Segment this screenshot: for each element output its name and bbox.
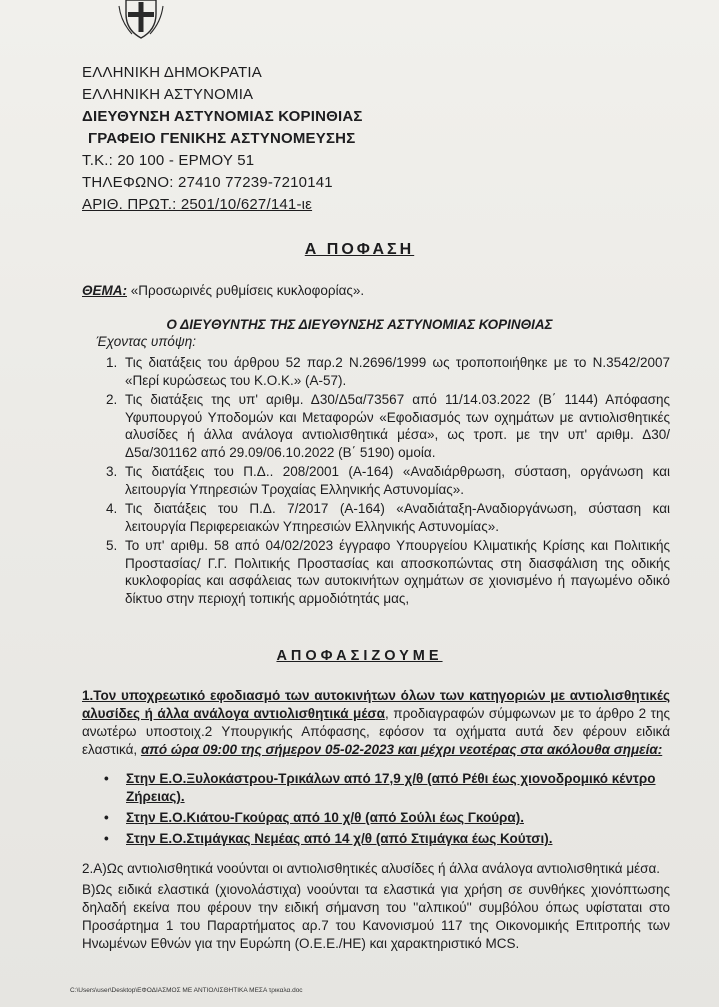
list-item <box>100 770 670 806</box>
bullet-icon: • <box>104 810 109 825</box>
director-heading: Ο ΔΙΕΥΘΥΝΤΗΣ ΤΗΣ ΔΙΕΥΘΥΝΣΗΣ ΑΣΤΥΝΟΜΙΑΣ ΚΟΡΙΝΘΙΑΣ <box>166 317 553 332</box>
list-item <box>100 830 670 848</box>
list-item <box>100 463 670 498</box>
item-number: 4. <box>106 501 118 516</box>
item-text: Τις διατάξεις του άρθρου 52 παρ.2 Ν.2696/1999 ως τροποποιήθηκε με το Ν.3542/2007 «Περί κυρώσεως του Κ.Ο.Κ.» (Α-57). <box>125 355 670 388</box>
subject-label: ΘΕΜΑ: <box>82 283 127 298</box>
effective-time: από ώρα 09:00 της σήμερον 05-02-2023 και μέχρι νεοτέρας στα ακόλουθα σημεία: <box>140 742 663 757</box>
considerations-list <box>100 354 670 609</box>
subject-line <box>82 283 364 298</box>
decision-paragraph-2 <box>82 860 670 956</box>
item-text: Τις διατάξεις του Π.Δ. 7/2017 (Α-164) «Αναδιάταξη-Αναδιοργάνωση, σύσταση και λειτουργία Περιφερειακών Υπηρεσιών Ελληνικής Αστυνομίας». <box>125 501 670 534</box>
we-decide-heading: ΑΠΟΦΑΣΙΖΟΥΜΕ <box>276 648 443 664</box>
item-number: 2. <box>106 392 118 407</box>
header-line-phone: ΤΗΛΕΦΩΝΟ: 27410 77239-7210141 <box>82 174 333 191</box>
item-text: Τις διατάξεις του Π.Δ.. 208/2001 (Α-164) «Αναδιάρθρωση, σύσταση, οργάνωση και λειτουργία Υπηρεσιών Τροχαίας Ελληνικής Αστυνομίας». <box>125 464 670 497</box>
list-item <box>100 500 670 535</box>
header-line-republic: ΕΛΛΗΝΙΚΗ ΔΗΜΟΚΡΑΤΙΑ <box>82 64 262 81</box>
header-line-office: ΓΡΑΦΕΙΟ ΓΕΝΙΚΗΣ ΑΣΤΥΝΟΜΕΥΣΗΣ <box>88 130 356 147</box>
list-item <box>100 809 670 827</box>
header-line-police: ΕΛΛΗΝΙΚΗ ΑΣΤΥΝΟΜΙΑ <box>82 86 254 103</box>
item-number: 5. <box>106 538 118 553</box>
header-line-protocol-number: ΑΡΙΘ. ΠΡΩΤ.: 2501/10/627/141-ιε <box>82 196 313 213</box>
road-sections-list <box>100 770 670 851</box>
bullet-icon: • <box>104 831 109 846</box>
considering-label: Έχοντας υπόψη: <box>96 334 196 349</box>
issuer-header <box>82 62 363 216</box>
list-item <box>100 537 670 607</box>
definition-antiskid: 2.Α)Ως αντιολισθητικά νοούνται οι αντιολισθητικές αλυσίδες ή άλλα ανάλογα αντιολισθητικά μέσα. <box>82 861 661 876</box>
road-section-text: Στην Ε.Ο.Ξυλοκάστρου-Τρικάλων από 17,9 χ/θ (από Ρέθι έως χιονοδρομικό κέντρο Ζήρειας). <box>126 771 656 804</box>
item-text: Το υπ' αριθμ. 58 από 04/02/2023 έγγραφο Υπουργείου Κλιματικής Κρίσης και Πολιτικής Προστασίας/ Γ.Γ. Πολιτικής Προστασίας και αποσκοπώντας στη διασφάλιση της οδικής κυκλοφορίας και ασφάλειας των αυτοκινήτων οχημάτων σε χιονισμένο ή παγωμένο οδικό δίκτυο στην περιοχή τοπικής αρμοδιότητάς μας, <box>125 538 670 606</box>
mandatory-equipment-lead: 1.Τον υποχρεωτικό εφοδιασμό των αυτοκινήτων όλων των κατηγοριών με αντιολισθητικές αλυσίδες ή άλλα ανάλογα αντιολισθητικά μέσα <box>82 688 670 721</box>
definition-snow-tires: Β)Ως ειδικά ελαστικά (χιονολάστιχα) νοούνται τα ελαστικά για χρήση σε συνθήκες χιονόπτωσης δηλαδή εκείνα που φέρουν την ειδική σήμανση του ''αλπικού'' συμβόλου όπως υφίσταται στο Προσάρτημα 1 του Παραρτήματος αρ.7 του Κανονισμού 117 της Οικονομικής Επιτροπής των Ηνωμένων Εθνών για την Ευρώπη (Ο.Ε.Ε./ΗΕ) και χαρακτηριστικό MCS. <box>82 882 670 951</box>
decision-paragraph-1 <box>82 687 670 759</box>
decision-title: Α ΠΟΦΑΣΗ <box>304 241 415 258</box>
header-line-directorate: ΔΙΕΥΘΥΝΣΗ ΑΣΤΥΝΟΜΙΑΣ ΚΟΡΙΝΘΙΑΣ <box>82 108 363 125</box>
subject-text: «Προσωρινές ρυθμίσεις κυκλοφορίας». <box>127 283 365 298</box>
mandatory-equipment-detail: , προδιαγραφών σύμφωνων με το άρθρο 2 της ανωτέρω υποστοιχ.2 Υπουργικής Απόφασης, εφόσον τα οχήματα αυτά δεν φέρουν ειδικά ελαστικά, <box>82 706 670 757</box>
list-item <box>100 391 670 461</box>
road-section-text: Στην Ε.Ο.Κιάτου-Γκούρας από 10 χ/θ (από Σούλι έως Γκούρα). <box>126 810 524 825</box>
list-item <box>100 354 670 389</box>
item-number: 1. <box>106 355 118 370</box>
road-section-text: Στην Ε.Ο.Στιμάγκας Νεμέας από 14 χ/θ (από Στιμάγκα έως Κούτσι). <box>126 831 553 846</box>
item-number: 3. <box>106 464 118 479</box>
file-path-footer: C:\Users\user\Desktop\ΕΦΟΔΙΑΣΜΟΣ ΜΕ ΑΝΤΙΟΛΙΣΘΗΤΙΚΑ ΜΕΣΑ τρικαλα.doc <box>70 987 303 994</box>
bullet-icon: • <box>104 771 109 786</box>
greek-coat-of-arms-icon <box>118 0 164 40</box>
item-text: Τις διατάξεις της υπ' αριθμ. Δ30/Δ5α/73567 από 11/14.03.2022 (Β΄ 1144) Απόφασης Υφυπουργού Υποδομών και Μεταφορών «Εφοδιασμός των οχημάτων με αντιολισθητικές αλυσίδες ή άλλα ανάλογα αντιολισθητικά μέσα», ως τροπ. με την υπ' αριθμ. Δ30/Δ5α/301162 από 29.09/06.10.2022 (Β΄ 5190) ομοία. <box>125 392 670 460</box>
header-line-address: Τ.Κ.: 20 100 - ΕΡΜΟΥ 51 <box>82 152 255 169</box>
